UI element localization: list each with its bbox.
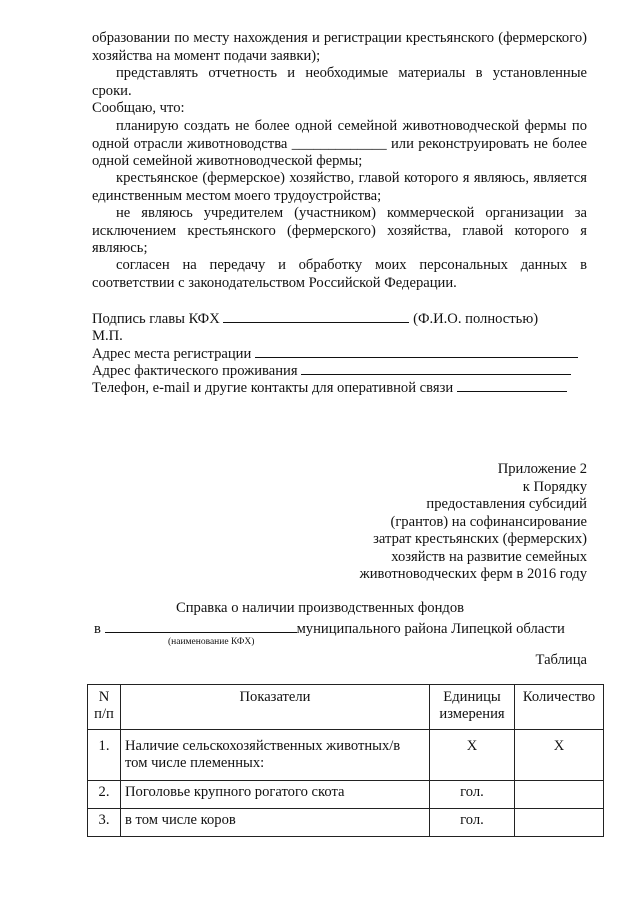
- row-indicator: Наличие сельскохозяйственных животных/в том числе племенных:: [121, 730, 430, 781]
- row-unit: Х: [430, 730, 515, 781]
- live-address-label: Адрес фактического проживания: [92, 363, 298, 379]
- row-indicator: в том числе коров: [121, 809, 430, 837]
- table-header-row: [88, 685, 604, 730]
- appendix-line: предоставления субсидий: [426, 496, 587, 512]
- paragraph-inform: Сообщаю, что:: [92, 100, 185, 116]
- live-address-blank[interactable]: [301, 362, 571, 375]
- appendix-header: [360, 461, 587, 584]
- certificate-title: Справка о наличии производственных фондов: [175, 600, 465, 616]
- appendix-line: к Порядку: [522, 478, 587, 495]
- header-num-l1: N: [98, 689, 110, 705]
- table-row: [88, 809, 604, 837]
- place-prefix: в: [94, 621, 101, 637]
- header-num: [88, 685, 121, 730]
- row-num: 2.: [88, 781, 121, 809]
- row-num: 1.: [88, 730, 121, 781]
- header-num-l2: п/п: [94, 706, 114, 722]
- header-units-l1: Единицы: [443, 689, 501, 705]
- table-row: [88, 781, 604, 809]
- farm-name-blank[interactable]: [105, 620, 297, 633]
- signature-suffix: (Ф.И.О. полностью): [413, 311, 539, 327]
- paragraph-employment: крестьянское (фермерское) хозяйство, главой которого я являюсь, является единственным местом моего трудоустройства;: [92, 170, 587, 204]
- appendix-line: животноводческих ферм в 2016 году: [359, 566, 587, 582]
- production-assets-table: [87, 684, 604, 837]
- row-num: 3.: [88, 809, 121, 837]
- header-units-l2: измерения: [439, 706, 505, 722]
- signature-line: [92, 310, 538, 329]
- contacts-line: [92, 379, 567, 398]
- contacts-label: Телефон, e-mail и другие контакты для оперативной связи: [92, 380, 454, 396]
- paragraph-consent: согласен на передачу и обработку моих персональных данных в соответствии с законодательством Российской Федерации.: [92, 257, 587, 291]
- paragraph-founder: не являюсь учредителем (участником) коммерческой организации за исключением крестьянского (фермерского) хозяйства, главой которого я являюсь;: [92, 205, 587, 256]
- appendix-line: (грантов) на софинансирование: [390, 513, 587, 530]
- appendix-line: затрат крестьянских (фермерских): [373, 531, 587, 547]
- farm-name-caption: (наименование КФХ): [168, 637, 255, 647]
- reg-address-blank[interactable]: [255, 345, 578, 358]
- row-indicator: Поголовье крупного рогатого скота: [121, 781, 430, 809]
- signature-blank[interactable]: [223, 310, 409, 323]
- appendix-line: Приложение 2: [497, 461, 587, 477]
- header-indicators: Показатели: [121, 685, 430, 730]
- row-unit: гол.: [430, 781, 515, 809]
- stamp-label: М.П.: [92, 328, 123, 344]
- signature-label: Подпись главы КФХ: [92, 311, 220, 327]
- place-suffix: муниципального района Липецкой области: [296, 621, 565, 637]
- live-address-line: [92, 362, 571, 381]
- row-quantity[interactable]: Х: [515, 730, 604, 781]
- row-quantity[interactable]: [515, 809, 604, 837]
- header-quantity: Количество: [515, 685, 604, 730]
- reg-address-label: Адрес места регистрации: [92, 346, 252, 362]
- paragraph-registration: образовании по месту нахождения и регистрации крестьянского (фермерского) хозяйства на момент подачи заявки);: [92, 30, 587, 64]
- header-units: [430, 685, 515, 730]
- contacts-blank[interactable]: [457, 379, 567, 392]
- paragraph-reporting: представлять отчетность и необходимые материалы в установленные сроки.: [92, 65, 587, 99]
- row-unit: гол.: [430, 809, 515, 837]
- row-quantity[interactable]: [515, 781, 604, 809]
- certificate-place-line: [94, 620, 565, 638]
- paragraph-plan-farm: планирую создать не более одной семейной животноводческой фермы по одной отрасли животноводства _____________ или реконструировать не более одной семейной животноводческой фермы;: [92, 118, 587, 169]
- reg-address-line: [92, 345, 578, 364]
- appendix-line: хозяйств на развитие семейных: [391, 548, 587, 565]
- table-label: Таблица: [535, 652, 587, 668]
- table-row: [88, 730, 604, 781]
